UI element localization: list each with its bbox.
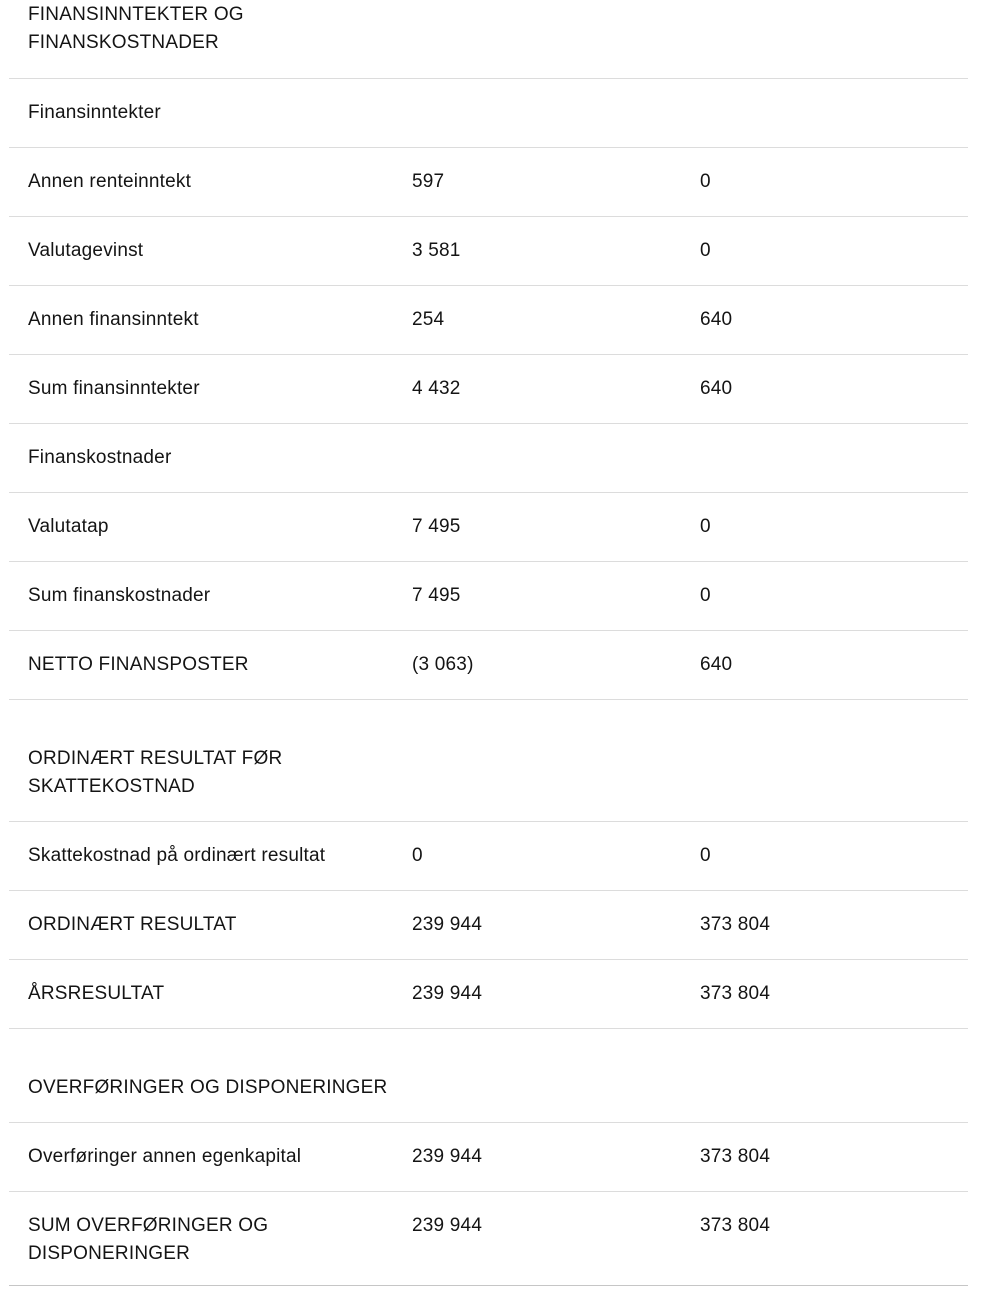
table-row <box>9 217 968 286</box>
row-label: ORDINÆRT RESULTAT <box>28 914 237 935</box>
row-value-col1: (3 063) <box>412 654 474 675</box>
row-value-col1: 254 <box>412 309 445 330</box>
row-value-col2: 640 <box>700 378 733 399</box>
section-header-label: OVERFØRINGER OG DISPONERINGER <box>28 1077 388 1098</box>
row-value-col2: 0 <box>700 516 711 537</box>
row-value-col1: 239 944 <box>412 1146 483 1167</box>
row-value-col2: 640 <box>700 309 733 330</box>
section-header-row <box>9 1029 968 1123</box>
row-value-col2: 0 <box>700 240 711 261</box>
row-value-col2: 373 804 <box>700 1146 771 1167</box>
section-header-row <box>9 0 968 79</box>
section-header-label: FINANSINNTEKTER OG FINANSKOSTNADER <box>28 4 244 53</box>
row-label: Sum finansinntekter <box>28 378 200 399</box>
row-label: Annen finansinntekt <box>28 309 199 330</box>
row-value-col1: 7 495 <box>412 585 461 606</box>
row-label: Sum finanskostnader <box>28 585 211 606</box>
row-label: Valutatap <box>28 516 109 537</box>
row-label: Overføringer annen egenkapital <box>28 1146 302 1167</box>
table-row <box>9 822 968 891</box>
financial-statement-table <box>9 0 968 1286</box>
row-subheading-label: Finanskostnader <box>28 447 172 468</box>
table-row <box>9 891 968 960</box>
table-row <box>9 424 968 493</box>
section-header-label: ORDINÆRT RESULTAT FØR SKATTEKOSTNAD <box>28 748 283 797</box>
row-value-col1: 239 944 <box>412 1215 483 1236</box>
table-row <box>9 631 968 700</box>
row-label: Valutagevinst <box>28 240 144 261</box>
row-label: ÅRSRESULTAT <box>28 983 165 1004</box>
table-row <box>9 562 968 631</box>
row-value-col2: 640 <box>700 654 733 675</box>
table-row <box>9 1192 968 1286</box>
table-row <box>9 286 968 355</box>
row-value-col2: 0 <box>700 171 711 192</box>
row-label: Annen renteinntekt <box>28 171 192 192</box>
row-label: NETTO FINANSPOSTER <box>28 654 249 675</box>
row-label: Skattekostnad på ordinært resultat <box>28 845 326 866</box>
row-value-col1: 597 <box>412 171 445 192</box>
row-value-col2: 373 804 <box>700 914 771 935</box>
row-value-col1: 7 495 <box>412 516 461 537</box>
row-value-col1: 3 581 <box>412 240 461 261</box>
table-row <box>9 148 968 217</box>
table-row <box>9 960 968 1029</box>
row-value-col1: 239 944 <box>412 914 483 935</box>
row-value-col2: 373 804 <box>700 983 771 1004</box>
row-value-col1: 4 432 <box>412 378 461 399</box>
section-header-row <box>9 700 968 822</box>
row-value-col1: 0 <box>412 845 423 866</box>
table-row <box>9 493 968 562</box>
table-row <box>9 355 968 424</box>
row-subheading-label: Finansinntekter <box>28 102 161 123</box>
row-value-col2: 373 804 <box>700 1215 771 1236</box>
table-row <box>9 1123 968 1192</box>
table-row <box>9 79 968 148</box>
row-value-col1: 239 944 <box>412 983 483 1004</box>
row-label: SUM OVERFØRINGER OG DISPONERINGER <box>28 1215 269 1264</box>
row-value-col2: 0 <box>700 845 711 866</box>
row-value-col2: 0 <box>700 585 711 606</box>
